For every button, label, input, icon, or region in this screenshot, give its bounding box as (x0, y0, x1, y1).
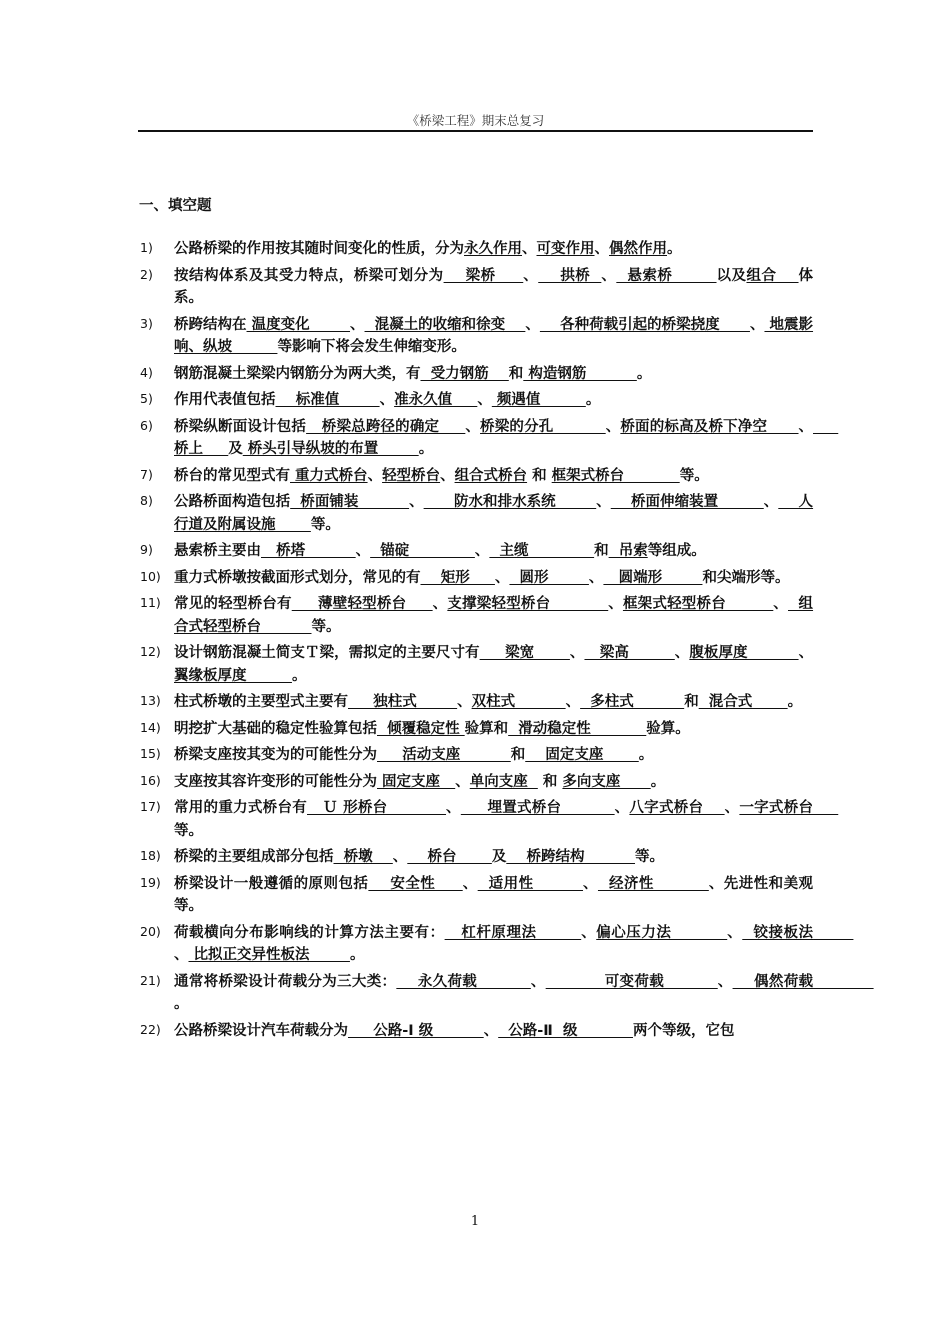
question-text (174, 363, 813, 386)
question-item (139, 797, 839, 842)
answer-blank: 安全性 (368, 875, 463, 892)
question-fragment: 、 (773, 596, 789, 612)
question-item (139, 491, 813, 536)
answer-blank: 多柱式 (580, 694, 685, 710)
question-fragment: 、 (367, 467, 383, 484)
question-item (139, 540, 813, 563)
answer-blank: 梁高 (584, 645, 675, 661)
question-fragment: 等。 (311, 618, 341, 635)
question-number: 18) (140, 848, 161, 863)
question-item (139, 771, 813, 794)
question-fragment: 等影响下将会发生伸缩变形。 (277, 339, 466, 355)
question-text (174, 922, 854, 967)
question-item (139, 567, 813, 590)
question-fragment: 、 (494, 569, 510, 586)
question-fragment: 等。 (635, 849, 665, 865)
answer-blank: 偶然荷载 (732, 973, 874, 990)
question-fragment: 和 (527, 467, 552, 484)
question-fragment: 体系。 (174, 267, 814, 306)
answer-blank: Ｕ 形桥台 (307, 800, 447, 816)
answer-blank: 可变作用 (536, 241, 595, 257)
question-fragment: 、 (465, 418, 481, 435)
answer-blank: 梁桥 (443, 267, 524, 284)
question-fragment: 、 (798, 645, 814, 661)
answer-blank: 一字式桥台 (739, 800, 839, 816)
answer-blank: 桥塔 (261, 543, 356, 559)
question-text (174, 873, 813, 918)
question-fragment: 常见的轻型桥台有 (174, 596, 292, 612)
question-number: 22) (140, 1021, 161, 1037)
question-item (139, 389, 813, 412)
question-fragment: 、 (724, 800, 740, 816)
question-fragment: 、 (432, 596, 448, 612)
answer-blank: 公路-Ⅰ 级 (348, 1022, 484, 1039)
question-fragment: 。 (636, 365, 652, 382)
question-fragment: 、 (525, 316, 540, 333)
question-item (139, 465, 813, 488)
question-number: 6) (140, 417, 153, 433)
question-item (139, 593, 813, 638)
question-number: 14) (140, 719, 161, 735)
question-item (139, 922, 854, 967)
question-text (174, 593, 813, 638)
answer-blank: 偏心压力法 (596, 924, 728, 941)
question-fragment: 、 (462, 875, 478, 892)
question-item (139, 971, 874, 1016)
question-fragment: 、 (174, 947, 189, 963)
question-fragment: 柱式桥墩的主要型式主要有 (174, 694, 348, 710)
answer-blank: 桥面伸缩装置 (610, 494, 764, 510)
question-fragment: 、 (749, 316, 765, 333)
answer-blank: 人行道及附属设施 (174, 494, 814, 533)
answer-blank: 腹板厚度 (689, 645, 799, 661)
question-fragment: 等。 (310, 516, 340, 533)
answer-blank: 悬索桥 (616, 267, 717, 284)
question-number: 4) (140, 364, 153, 380)
header-divider (138, 130, 813, 132)
section-title: 一、填空题 (139, 198, 212, 214)
question-number: 21) (140, 972, 161, 988)
question-fragment: 、 (594, 241, 609, 257)
question-fragment: 。 (174, 996, 189, 1012)
answer-blank: 适用性 (477, 875, 584, 892)
question-number: 13) (140, 693, 161, 708)
answer-blank: 桥墩 (333, 849, 393, 865)
page-header: 《桥梁工程》期末总复习 (406, 113, 545, 128)
question-text (174, 540, 813, 563)
answer-blank: 桥面的标高及桥下净空 (620, 418, 799, 435)
answer-blank: 桥跨结构 (506, 849, 636, 865)
question-fragment: 两个等级，它包 (632, 1022, 735, 1039)
answer-blank: 固定支座 (377, 773, 456, 790)
answer-blank: 活动支座 (377, 747, 511, 763)
question-text (174, 691, 813, 714)
question-number: 17) (140, 799, 161, 814)
answer-blank: 拱桥 (538, 267, 602, 284)
question-number: 11) (140, 595, 161, 610)
answer-blank: 独柱式 (348, 694, 458, 710)
question-fragment: 桥梁纵断面设计包括 (174, 418, 307, 435)
question-fragment: 荷载横向分布影响线的计算方法主要有： (174, 924, 445, 941)
answer-blank: 永久荷载 (396, 973, 531, 990)
answer-blank: 桥梁总跨径的确定 (306, 418, 466, 435)
answer-blank: 防水和排水系统 (423, 494, 597, 510)
question-text (174, 265, 813, 310)
question-item (139, 744, 813, 767)
question-fragment: 、 (614, 800, 630, 816)
answer-blank: 埋置式桥台 (460, 800, 615, 816)
question-text (174, 971, 874, 1016)
question-fragment: 明挖扩大基础的稳定性验算包括 (174, 720, 377, 737)
answer-blank: 经济性 (597, 875, 709, 892)
question-text (174, 797, 839, 842)
question-text (174, 416, 839, 461)
question-text (174, 465, 813, 488)
question-fragment: 、 (477, 392, 492, 408)
answer-blank: 圆形 (509, 569, 589, 586)
answer-blank: 圆端形 (603, 569, 703, 586)
answer-blank: 偶然作用 (609, 241, 667, 257)
question-fragment: 。 (291, 667, 307, 684)
question-number: 8) (140, 493, 153, 508)
question-fragment: 、 (355, 543, 371, 559)
question-text (174, 491, 813, 536)
answer-blank: 各种荷载引起的桥梁挠度 (539, 316, 750, 333)
question-fragment: 及 (228, 441, 243, 457)
answer-blank: 比拟正交异性板法 (188, 947, 350, 963)
answer-blank: 桥上 (174, 418, 839, 457)
question-number: 10) (140, 568, 161, 584)
question-number: 12) (140, 644, 161, 659)
question-item (139, 238, 813, 261)
answer-blank: 框架式桥台 (551, 467, 680, 484)
question-text (174, 567, 813, 590)
answer-blank: 吊索 (608, 543, 648, 559)
question-text (174, 314, 813, 359)
answer-blank: 双柱式 (471, 694, 566, 710)
question-fragment: 作用代表值包括 (174, 392, 276, 408)
question-number: 1) (140, 240, 153, 255)
question-fragment: 、 (596, 494, 611, 510)
question-fragment: 、 (601, 267, 617, 284)
question-fragment: 和 (510, 747, 526, 763)
answer-blank: 构造钢筋 (523, 365, 637, 382)
question-fragment: 验算。 (646, 720, 690, 737)
answer-blank: 桥面铺装 (290, 494, 410, 510)
answer-blank: 重力式桥台 (290, 467, 368, 484)
question-fragment: 、 (446, 800, 461, 816)
answer-blank: 矩形 (420, 569, 495, 586)
answer-blank: 组合 (746, 267, 799, 284)
question-fragment: 、 (608, 596, 623, 612)
question-fragment: 。 (650, 773, 666, 790)
answer-blank: 主缆 (489, 543, 595, 559)
answer-blank: 可变荷载 (545, 973, 718, 990)
question-fragment: 等。 (174, 822, 203, 839)
question-number: 3) (140, 315, 153, 331)
question-text (174, 718, 813, 741)
question-item (139, 1020, 813, 1043)
question-fragment: 及 (491, 849, 507, 865)
question-fragment: 桥梁支座按其变为的可能性分为 (174, 747, 377, 763)
question-fragment: 等。 (679, 467, 709, 484)
question-list (139, 238, 874, 1046)
answer-blank: 多向支座 (562, 773, 651, 790)
question-fragment: 和 (508, 365, 524, 382)
question-number: 5) (140, 391, 153, 406)
question-fragment: 、 (605, 418, 621, 435)
question-fragment: 、 (569, 645, 585, 661)
answer-blank: 标准值 (275, 392, 380, 408)
question-item (139, 718, 813, 741)
question-fragment: 、 (717, 973, 733, 990)
question-fragment: 、 (565, 694, 581, 710)
question-number: 20) (140, 923, 161, 939)
question-fragment: 桥梁设计一般遵循的原则包括 (174, 875, 369, 892)
question-fragment: 桥梁的主要组成部分包括 (174, 849, 334, 865)
question-fragment: 、 (727, 924, 743, 941)
question-fragment: 常用的重力式桥台有 (174, 800, 308, 816)
answer-blank: 八字式桥台 (629, 800, 725, 816)
question-fragment: 、 (583, 875, 598, 892)
answer-blank: 固定支座 (525, 747, 639, 763)
question-fragment: 、 (457, 694, 472, 710)
answer-blank: 地震影响、纵坡 (174, 316, 814, 355)
question-number: 7) (140, 466, 153, 482)
question-fragment: 、 (798, 418, 814, 435)
question-item (139, 846, 813, 869)
question-number: 2) (140, 266, 153, 282)
question-item (139, 691, 813, 714)
question-item (139, 363, 813, 386)
question-fragment: 、 (483, 1022, 499, 1039)
question-item (139, 265, 813, 310)
answer-blank: 桥梁的分孔 (480, 418, 606, 435)
question-fragment: 钢筋混凝土梁梁内钢筋分为两大类，有 (174, 365, 421, 382)
question-fragment: 桥台的常见型式有 (174, 467, 290, 484)
question-number: 9) (140, 542, 153, 557)
answer-blank: 组合式轻型桥台 (174, 596, 814, 635)
question-fragment: 。 (787, 694, 803, 710)
question-item (139, 314, 813, 359)
answer-blank: 支撑梁轻型桥台 (447, 596, 609, 612)
question-text (174, 642, 813, 687)
answer-blank: 滑动稳定性 (508, 720, 647, 737)
question-fragment: 、 (523, 267, 539, 284)
answer-blank: 频遇值 (491, 392, 586, 408)
question-fragment: 、 (350, 316, 365, 333)
answer-blank: 倾覆稳定性 (377, 720, 465, 737)
answer-blank: 翼缘板厚度 (174, 667, 292, 684)
question-item (139, 416, 839, 461)
question-text (174, 238, 813, 261)
answer-blank: 组合式桥台 (454, 467, 528, 484)
question-fragment: 按结构体系及其受力特点，桥梁可划分为 (174, 267, 444, 284)
question-fragment: 。 (349, 947, 365, 963)
answer-blank: 桥头引导纵坡的布置 (242, 441, 419, 457)
question-fragment: 支座按其容许变形的可能性分为 (174, 773, 377, 790)
answer-blank: 杠杆原理法 (444, 924, 582, 941)
question-fragment: 等组成。 (647, 543, 706, 559)
question-text (174, 1020, 813, 1043)
question-fragment: 、 (763, 494, 779, 510)
question-fragment: 、 (455, 773, 470, 790)
answer-blank: 锚碇 (370, 543, 475, 559)
question-fragment: 、 (409, 494, 424, 510)
answer-blank: 梁宽 (479, 645, 570, 661)
question-text (174, 846, 813, 869)
question-item (139, 873, 813, 918)
question-item (139, 642, 813, 687)
question-fragment: 和 (537, 773, 563, 790)
question-fragment: 、 (581, 924, 597, 941)
question-fragment: 和尖端形等。 (702, 569, 790, 586)
answer-blank: 混合式 (698, 694, 788, 710)
question-fragment: 、 (440, 467, 455, 484)
answer-blank: 受力钢筋 (420, 365, 509, 382)
question-number: 15) (140, 746, 161, 761)
question-fragment: 和 (684, 694, 699, 710)
page-number: 1 (470, 1214, 480, 1229)
question-fragment: 公路桥面构造包括 (174, 494, 291, 510)
answer-blank: 框架式轻型桥台 (622, 596, 774, 612)
question-fragment: 、 (530, 973, 546, 990)
question-fragment: 。 (418, 441, 434, 457)
question-number: 16) (140, 772, 161, 788)
answer-blank: 薄壁轻型桥台 (291, 596, 433, 612)
answer-blank: 准永久值 (394, 392, 478, 408)
question-text (174, 389, 813, 412)
question-fragment: 悬索桥主要由 (174, 543, 261, 559)
question-fragment: 、 (474, 543, 490, 559)
question-text (174, 744, 813, 767)
question-fragment: 。 (638, 747, 654, 763)
answer-blank: 桥台 (407, 849, 492, 865)
question-fragment: 验算和 (464, 720, 509, 737)
question-fragment: 。 (667, 241, 682, 257)
question-fragment: 、 (674, 645, 690, 661)
question-fragment: 设计钢筋混凝土简支Ｔ梁，需拟定的主要尺寸有 (174, 645, 480, 661)
question-fragment: 和 (594, 543, 609, 559)
question-fragment: 重力式桥墩按截面形式划分，常见的有 (174, 569, 421, 586)
question-fragment: 、 (392, 849, 408, 865)
answer-blank: 铰接板法 (742, 924, 854, 941)
question-fragment: 、 (379, 392, 395, 408)
answer-blank: 轻型桥台 (382, 467, 441, 484)
question-fragment: 以及 (716, 267, 747, 284)
answer-blank: 单向支座 (469, 773, 538, 790)
answer-blank: 温度变化 (246, 316, 351, 333)
question-number: 19) (140, 874, 161, 890)
question-fragment: 、 (522, 241, 537, 257)
answer-blank: 混凝土的收缩和徐变 (364, 316, 526, 333)
answer-blank: 公路-Ⅱ 级 (498, 1022, 633, 1039)
question-fragment: 、先进性和美观等。 (174, 875, 814, 914)
question-fragment: 。 (585, 392, 601, 408)
question-text (174, 771, 813, 794)
question-fragment: 桥跨结构在 (174, 316, 247, 333)
question-fragment: 通常将桥梁设计荷载分为三大类： (174, 973, 397, 990)
question-fragment: 公路桥梁设计汽车荷载分为 (174, 1022, 348, 1039)
question-fragment: 公路桥梁的作用按其随时间变化的性质，分为 (174, 241, 464, 257)
answer-blank: 永久作用 (464, 241, 522, 257)
question-fragment: 、 (588, 569, 604, 586)
